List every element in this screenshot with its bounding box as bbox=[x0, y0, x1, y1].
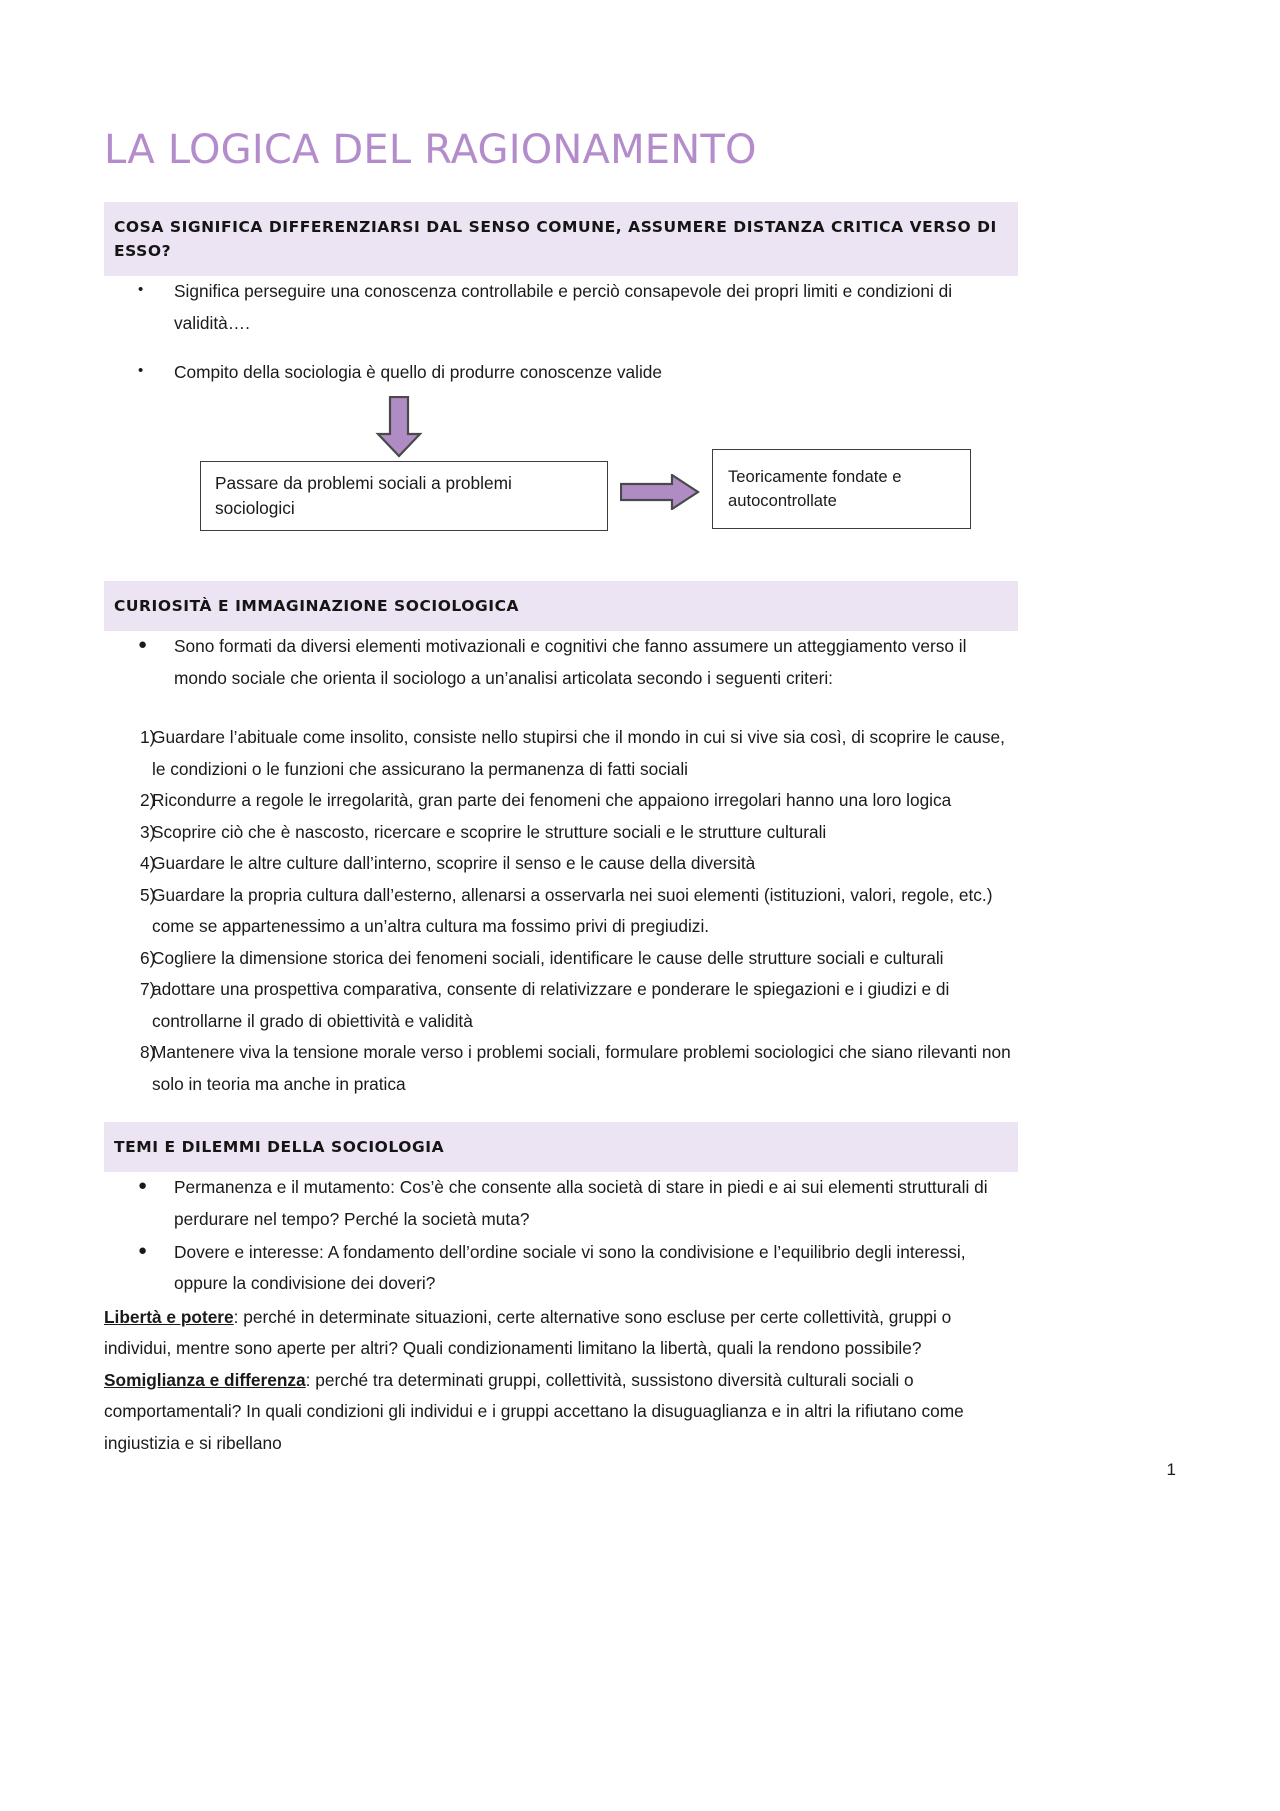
list-item bbox=[104, 1172, 1018, 1235]
bullet-icon: ● bbox=[138, 1177, 148, 1195]
section-heading-senso-comune: COSA SIGNIFICA DIFFERENZIARSI DAL SENSO COMUNE, ASSUMERE DISTANZA CRITICA VERSO DI ESSO? bbox=[104, 202, 1018, 276]
diagram-box-left bbox=[200, 461, 608, 531]
list-item-text: Permanenza e il mutamento: Cos’è che consente alla società di stare in piedi e ai sui elementi strutturali di perdurare nel tempo? Perché la società muta? bbox=[174, 1177, 988, 1229]
diagram-box-right-text: Teoricamente fondate e autocontrollate bbox=[728, 467, 902, 511]
paragraph-liberta-e-potere bbox=[104, 1302, 1018, 1365]
list-item bbox=[104, 943, 1018, 974]
list-item bbox=[104, 722, 1018, 785]
section-heading-temi-dilemmi: TEMI E DILEMMI DELLA SOCIOLOGIA bbox=[104, 1122, 1018, 1172]
list-item-text: Guardare le altre culture dall’interno, scoprire il senso e le cause della diversità bbox=[152, 853, 756, 874]
list-item-number: 5) bbox=[140, 884, 156, 905]
bullet-icon: • bbox=[138, 361, 144, 379]
page-title: LA LOGICA DEL RAGIONAMENTO bbox=[104, 127, 757, 173]
bullet-list-senso-comune bbox=[104, 276, 1018, 388]
down-arrow-icon bbox=[375, 396, 423, 458]
section-heading-curiosita: CURIOSITÀ E IMMAGINAZIONE SOCIOLOGICA bbox=[104, 581, 1018, 631]
list-item-number: 8) bbox=[140, 1042, 156, 1063]
numbered-list-criteri bbox=[104, 722, 1018, 1100]
list-item bbox=[104, 848, 1018, 879]
list-item-number: 2) bbox=[140, 790, 156, 811]
list-item-text: Compito della sociologia è quello di produrre conoscenze valide bbox=[174, 361, 663, 382]
bullet-icon: ● bbox=[138, 636, 148, 654]
bullet-icon: • bbox=[138, 281, 144, 299]
list-item-text: Sono formati da diversi elementi motivazionali e cognitivi che fanno assumere un atteggiamento verso il mondo sociale che orienta il sociologo a un’analisi articolata secondo i seguenti criteri: bbox=[174, 636, 967, 688]
list-item-number: 6) bbox=[140, 947, 156, 968]
list-item-text: Mantenere viva la tensione morale verso i problemi sociali, formulare problemi sociologici che siano rilevanti non solo in teoria ma anche in pratica bbox=[152, 1042, 1011, 1094]
list-item bbox=[104, 276, 1018, 339]
right-arrow-icon bbox=[620, 474, 700, 510]
page-number: 1 bbox=[1166, 1460, 1176, 1479]
list-item-number: 3) bbox=[140, 821, 156, 842]
list-item bbox=[104, 1237, 1018, 1300]
paragraph-lead: Somiglianza e differenza bbox=[104, 1369, 306, 1390]
list-item-text: Ricondurre a regole le irregolarità, gran parte dei fenomeni che appaiono irregolari hanno una loro logica bbox=[152, 790, 952, 811]
list-item-number: 4) bbox=[140, 853, 156, 874]
list-item-text: adottare una prospettiva comparativa, consente di relativizzare e ponderare le spiegazioni e i giudizi e di controllarne il grado di obiettività e validità bbox=[152, 979, 950, 1031]
list-item bbox=[104, 817, 1018, 848]
list-item-text: Dovere e interesse: A fondamento dell’ordine sociale vi sono la condivisione e l’equilibrio degli interessi, oppure la condivisione dei doveri? bbox=[174, 1241, 966, 1294]
list-item bbox=[104, 785, 1018, 816]
list-item bbox=[104, 1037, 1018, 1100]
diagram-box-left-text: Passare da problemi sociali a problemi sociologici bbox=[215, 472, 512, 519]
list-item-text: Significa perseguire una conoscenza controllabile e perciò consapevole dei propri limiti e condizioni di validità…. bbox=[174, 281, 953, 333]
list-item-text: Guardare l’abituale come insolito, consiste nello stupirsi che il mondo in cui si vive sia così, di scoprire le cause, le condizioni o le funzioni che assicurano la permanenza di fatti sociali bbox=[152, 727, 1005, 779]
flow-diagram bbox=[104, 394, 1018, 554]
bullet-icon: ● bbox=[138, 1241, 148, 1259]
list-item bbox=[104, 631, 1018, 694]
list-item-text: Cogliere la dimensione storica dei fenomeni sociali, identificare le cause delle strutture sociali e culturali bbox=[152, 947, 944, 968]
paragraph-body: : perché tra determinati gruppi, collettività, sussistono diversità culturali sociali o comportamentali? In quali condizioni gli individui e i gruppi accettano la disuguaglianza e in altri la rifiutano come ingiustizia e si ribellano bbox=[104, 1369, 964, 1453]
list-item-number: 7) bbox=[140, 979, 156, 1000]
paragraph-somiglianza-e-differenza bbox=[104, 1365, 1018, 1459]
paragraph-lead: Libertà e potere bbox=[104, 1306, 234, 1327]
list-item-text: Scoprire ciò che è nascosto, ricercare e scoprire le strutture sociali e le strutture culturali bbox=[152, 821, 827, 842]
list-item-number: 1) bbox=[140, 727, 156, 748]
bullet-list-temi-dilemmi bbox=[104, 1172, 1018, 1300]
bullet-list-curiosita bbox=[104, 631, 1018, 694]
page-content bbox=[104, 0, 1018, 1459]
list-item-text: Guardare la propria cultura dall’esterno, allenarsi a osservarla nei suoi elementi (istituzioni, valori, regole, etc.) come se appartenessimo a un’altra cultura ma fossimo privi di pregiudizi. bbox=[152, 884, 993, 937]
list-item bbox=[104, 357, 1018, 388]
diagram-box-right bbox=[712, 449, 971, 529]
paragraph-body: : perché in determinate situazioni, certe alternative sono escluse per certe collettività, gruppi o individui, mentre sono aperte per altri? Quali condizionamenti limitano la libertà, quali la rendono possibile? bbox=[104, 1306, 952, 1359]
list-item bbox=[104, 974, 1018, 1037]
list-item bbox=[104, 880, 1018, 943]
